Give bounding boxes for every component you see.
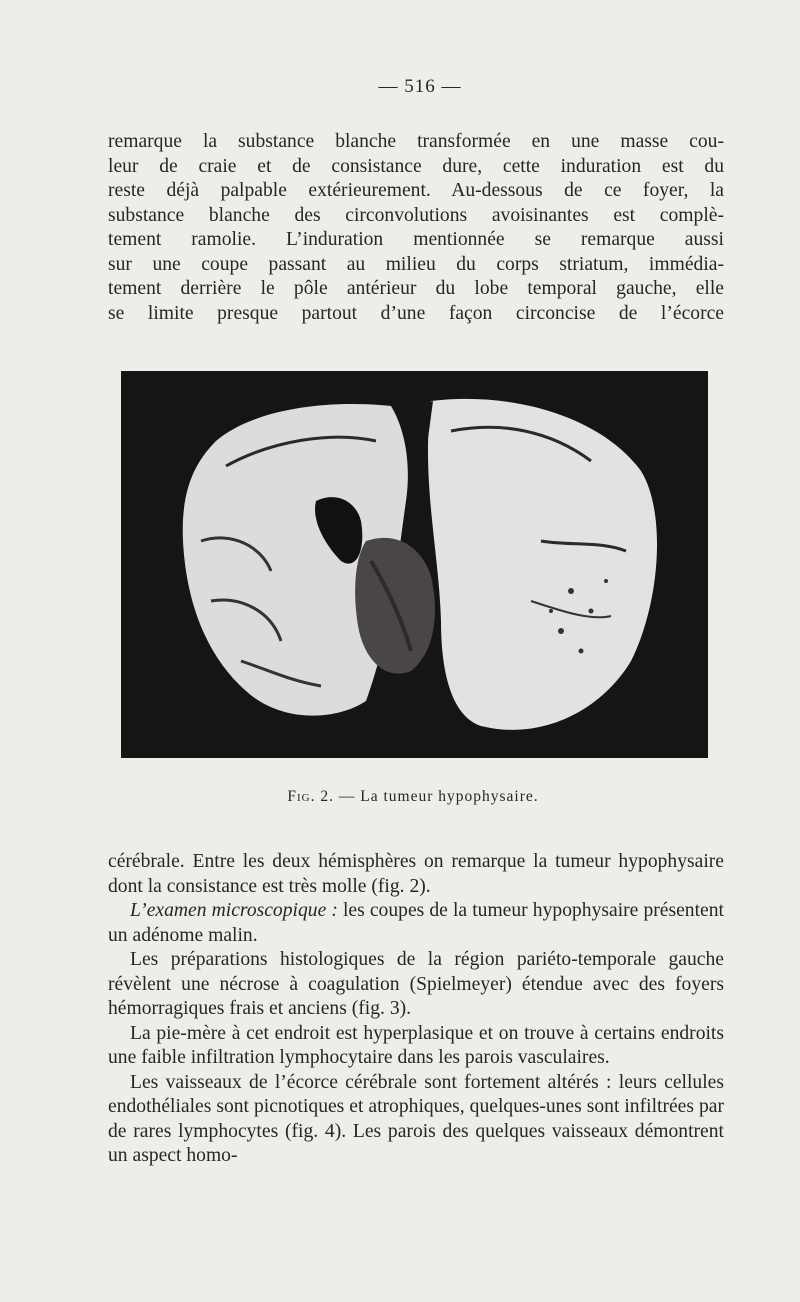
figure-caption-text: — La tumeur hypophysaire. <box>338 788 539 805</box>
text-line: reste déjà palpable extérieurement. Au-dessous de ce foyer, la <box>108 180 724 201</box>
body-text <box>108 850 724 1169</box>
brain-section-photo <box>121 371 708 758</box>
paragraph: Les vaisseaux de l’écorce cérébrale sont fortement altérés : leurs cellules endothéliales sont picnotiques et atrophiques, quelques-unes sont infiltrées par de rares lymphocytes (fig. 4). Les parois des quelques vaisseaux démontrent un aspect homo- <box>108 1071 724 1166</box>
paragraph: Les préparations histologiques de la région pariéto-temporale gauche révèlent une nécrose à coagulation (Spielmeyer) étendue avec des foyers hémorragiques frais et anciens (fig. 3). <box>108 949 724 1019</box>
text-line: remarque la substance blanche transformée en une masse cou- <box>108 131 724 152</box>
text-line: tement ramolie. L’induration mentionnée se remarque aussi <box>108 229 724 250</box>
text-line: substance blanche des circonvolutions avoisinantes est complè- <box>108 204 724 226</box>
paragraph-text: les coupes de la tumeur hypophysaire présentent un adénome malin. <box>108 900 724 946</box>
text-line: tement derrière le pôle antérieur du lobe temporal gauche, elle <box>108 278 724 299</box>
figure-caption <box>0 788 800 806</box>
figure-label: Fig. 2. <box>287 788 334 805</box>
page-number: — 516 — <box>378 76 462 97</box>
text-line: se limite presque partout d’une façon circoncise de l’écorce <box>108 302 724 324</box>
text-line: sur une coupe passant au milieu du corps striatum, immédia- <box>108 253 724 275</box>
paragraph: La pie-mère à cet endroit est hyperplasique et on trouve à certains endroits une faible infiltration lymphocytaire dans les parois vasculaires. <box>108 1022 724 1068</box>
paragraph: cérébrale. Entre les deux hémisphères on remarque la tumeur hypophysaire dont la consistance est très molle (fig. 2). <box>108 851 724 897</box>
paragraph-top <box>108 130 724 326</box>
italic-heading: L’examen microscopique : <box>130 900 338 921</box>
text-line: leur de craie et de consistance dure, cette induration est du <box>108 155 724 177</box>
paragraph <box>108 899 724 948</box>
